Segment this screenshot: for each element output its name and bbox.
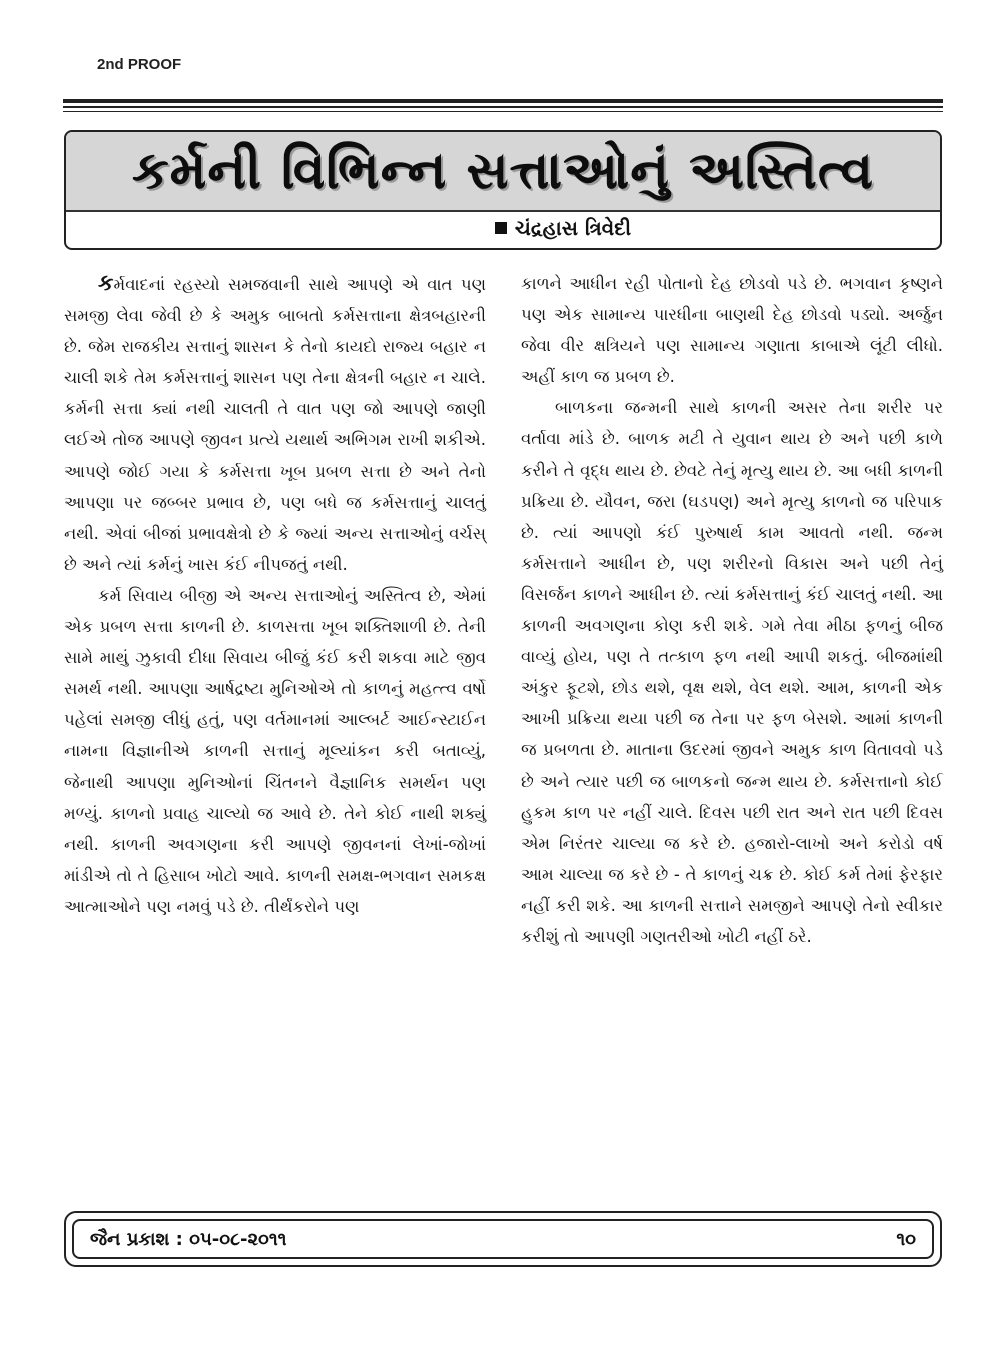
article-title: કર્મની વિભિન્ન સત્તાઓનું અસ્તિત્વ [131,140,875,201]
right-paragraph-2: બાળકના જન્મની સાથે કાળની અસર તેના શરીર પર વર્તાવા માંડે છે. બાળક મટી તે યુવાન થાય છે અને પછી કાળે કરીને તે વૃદ્ધ થાય છે. છેવટે તેનું મૃત્યુ થાય છે. આ બધી કાળની પ્રક્રિયા છે. યૌવન, જરા (ઘડપણ) અને મૃત્યુ કાળનો જ પરિપાક છે. ત્યાં આપણો કંઈ પુરુષાર્થ કામ આવતો નથી. જન્મ કર્મસત્તાને આધીન છે, પણ શરીરનો વિકાસ અને પછી તેનું વિસર્જન કાળને આધીન છે. ત્યાં કર્મસત્તાનું કંઈ ચાલતું નથી. આ કાળની અવગણના કોણ કરી શકે. ગમે તેવા મીઠા ફળનું બીજ વાવ્યું હોય, પણ તે તત્કાળ ફળ નથી આપી શકતું. બીજમાંથી અંકુર ફૂટશે, છોડ થશે, વૃક્ષ થશે, વેલ થશે. આમ, કાળની એક આખી પ્રક્રિયા થયા પછી જ તેના પર ફળ બેસશે. આમાં કાળની જ પ્રબળતા છે. માતાના ઉદરમાં જીવને અમુક કાળ વિતાવવો પડે છે અને ત્યાર પછી જ બાળકનો જન્મ થાય છે. કર્મસત્તાનો કોઈ હુકમ કાળ પર નહીં ચાલે. દિવસ પછી રાત અને રાત પછી દિવસ એમ નિરંતર ચાલ્યા જ કરે છે. હજારો-લાખો અને કરોડો વર્ષ આમ ચાલ્યા જ કરે છે - તે કાળનું ચક્ર છે. કોઈ કર્મ તેમાં ફેરફાર નહીં કરી શકે. આ કાળની સત્તાને સમજીને આપણે તેનો સ્વીકાર કરીશું તો આપણી ગણતરીઓ ખોટી નહીં ઠરે. [521,398,943,946]
footer-box [64,1211,942,1267]
title-box [64,130,942,250]
header-rule-thick [63,99,943,103]
header-rule-medium [63,106,943,108]
header-rule-thin [63,111,943,112]
square-bullet-icon [495,222,507,234]
publication-info: જૈન પ્રકાશ : ૦૫-૦૮-૨૦૧૧ [90,1228,287,1250]
page-number: ૧૦ [896,1228,916,1250]
left-paragraph-1-text: ર્મવાદનાં રહસ્યો સમજવાની સાથે આપણે એ વાત પણ સમજી લેવા જેવી છે કે અમુક બાબતો કર્મસત્તાના ક્ષેત્રબહારની છે. જેમ રાજકીય સત્તાનું શાસન કે તેનો કાયદો રાજ્ય બહાર ન ચાલી શકે તેમ કર્મસત્તાનું શાસન પણ તેના ક્ષેત્રની બહાર ન ચાલે. કર્મની સત્તા ક્યાં નથી ચાલતી તે વાત પણ જો આપણે જાણી લઈએ તોજ આપણે જીવન પ્રત્યે યથાર્થ અભિગમ રાખી શકીએ. આપણે જોઈ ગયા કે કર્મસત્તા ખૂબ પ્રબળ સત્તા છે અને તેનો આપણા પર જબ્બર પ્રભાવ છે, પણ બધે જ કર્મસત્તાનું ચાલતું નથી. એવાં બીજાં પ્રભાવક્ષેત્રો છે કે જ્યાં અન્ય સત્તાઓનું વર્ચસ્ છે અને ત્યાં કર્મનું ખાસ કંઈ નીપજતું નથી. [64,275,486,574]
left-paragraph-2: કર્મ સિવાય બીજી એ અન્ય સત્તાઓનું અસ્તિત્વ છે, એમાં એક પ્રબળ સત્તા કાળની છે. કાળસત્તા ખૂબ શક્તિશાળી છે. તેની સામે માથું ઝુકાવી દીધા સિવાય બીજું કંઈ કરી શકવા માટે જીવ સમર્થ નથી. આપણા આર્ષદ્રષ્ટા મુનિઓએ તો કાળનું મહત્ત્વ વર્ષો પહેલાં સમજી લીધું હતું, પણ વર્તમાનમાં આલ્બર્ટ આઈન્સ્ટાઈન નામના વિજ્ઞાનીએ કાળની સત્તાનું મૂલ્યાંકન કરી બતાવ્યું, જેનાથી આપણા મુનિઓનાં ચિંતનને વૈજ્ઞાનિક સમર્થન પણ મળ્યું. કાળનો પ્રવાહ ચાલ્યો જ આવે છે. તેને કોઈ નાથી શક્યું નથી. કાળની અવગણના કરી આપણે જીવનનાં લેખાં-જોખાં માંડીએ તો તે હિસાબ ખોટો આવે. કાળની સમક્ષ-ભગવાન સમકક્ષ આત્માઓને પણ નમવું પડે છે. તીર્થંકરોને પણ [64,585,486,916]
proof-label: 2nd PROOF [97,56,182,73]
author-line [66,216,940,240]
right-column [521,268,943,952]
left-paragraph-1 [64,268,486,580]
left-column [64,268,486,922]
footer-inner [72,1219,934,1259]
title-band [66,132,940,212]
right-paragraph-1: કાળને આધીન રહી પોતાનો દેહ છોડવો પડે છે. ભગવાન કૃષ્ણને પણ એક સામાન્ય પારધીના બાણથી દેહ છોડવો પડ્યો. અર્જુન જેવા વીર ક્ષત્રિયને પણ સામાન્ય ગણાતા કાબાએ લૂંટી લીધો. અહીં કાળ જ પ્રબળ છે. [521,274,943,387]
author-name: ચંદ્રહાસ ત્રિવેદી [514,216,632,240]
drop-cap: ક [98,271,114,296]
